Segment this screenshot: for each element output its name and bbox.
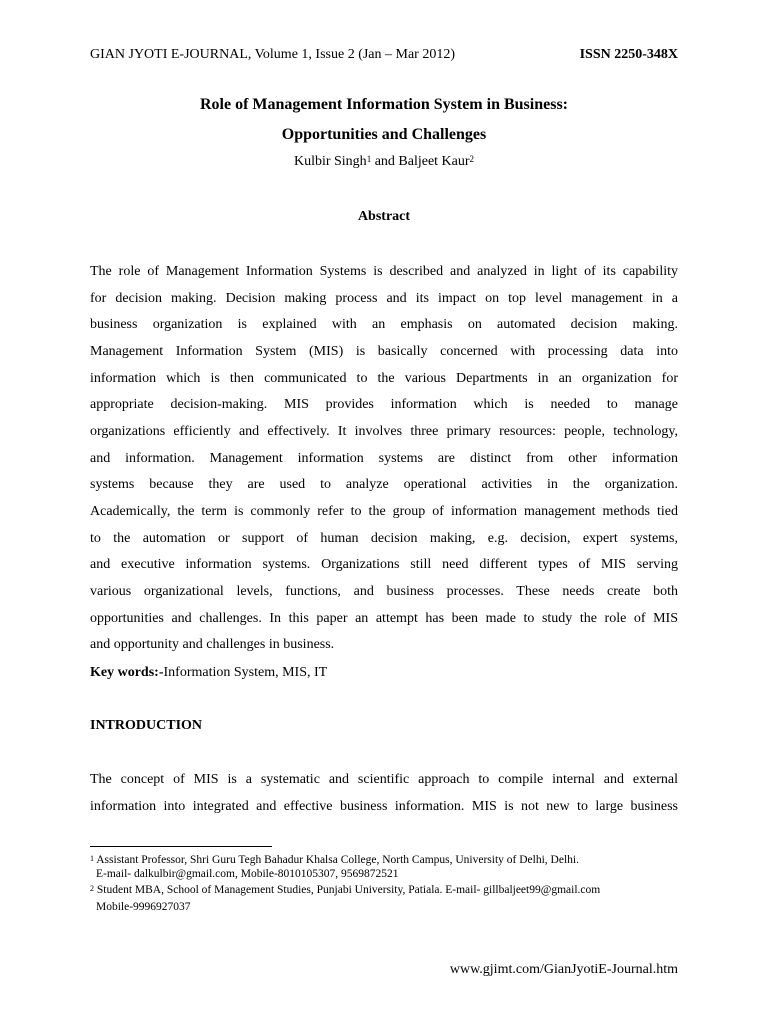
paper-title-line-1: Role of Management Information System in Business: — [200, 96, 568, 113]
keywords-value: Information System, MIS, IT — [163, 665, 328, 680]
footnote-2-contact: Mobile-9996927037 — [96, 901, 191, 913]
footnote-1 — [90, 853, 690, 867]
abstract-line: Academically, the term is commonly refer to the group of information management methods tied — [90, 504, 678, 519]
abstract-line: to the automation or support of human decision making, e.g. decision, expert systems, — [90, 531, 678, 546]
abstract-line: various organizational levels, functions, and business processes. These needs create both — [90, 584, 678, 599]
abstract-line: and opportunity and challenges in business. — [90, 637, 335, 652]
abstract-line: The role of Management Information Systems is described and analyzed in light of its capability — [90, 264, 678, 279]
keywords-line — [90, 664, 678, 682]
footnote-2-text: Student MBA, School of Management Studies, Punjabi University, Patiala. E-mail- gillbaljeet99@gmail.com — [94, 884, 601, 896]
author-1-name: Kulbir Singh — [293, 154, 367, 169]
abstract-line: business organization is explained with an emphasis on automated decision making. — [90, 317, 678, 332]
introduction-line: The concept of MIS is a systematic and scientific approach to compile internal and external — [90, 772, 678, 787]
introduction-heading: INTRODUCTION — [90, 718, 203, 733]
author-line — [60, 153, 708, 171]
keywords-label: Key words:- — [90, 665, 164, 680]
abstract-line: organizations efficiently and effectively. It involves three primary resources: people, technology, — [90, 424, 678, 439]
footnote-separator — [90, 846, 272, 847]
footnote-2-mark: 2 — [90, 884, 94, 893]
footnote-1-mark: 1 — [90, 854, 94, 863]
footnote-1-contact: E-mail- dalkulbir@gmail.com, Mobile-8010105307, 9569872521 — [96, 868, 399, 880]
paper-title-line-2: Opportunities and Challenges — [281, 126, 487, 143]
abstract-line: for decision making. Decision making process and its impact on top level management in a — [90, 291, 678, 306]
abstract-line: information which is then communicated to the various Departments in an organization for — [90, 371, 678, 386]
abstract-line: Management Information System (MIS) is basically concerned with processing data into — [90, 344, 678, 359]
abstract-line: systems because they are used to analyze operational activities in the organization. — [90, 477, 678, 492]
footnote-1-text: Assistant Professor, Shri Guru Tegh Bahadur Khalsa College, North Campus, University of Delhi, Delhi. — [94, 854, 579, 866]
author-1-footnote-mark: 1 — [366, 154, 372, 164]
author-2-name: Baljeet Kaur — [398, 154, 470, 169]
issn-number: ISSN 2250-348X — [579, 47, 678, 62]
author-conjunction: and — [371, 154, 399, 169]
abstract-line: and executive information systems. Organizations still need different types of MIS serving — [90, 557, 678, 572]
author-2-footnote-mark: 2 — [469, 154, 475, 164]
abstract-heading: Abstract — [357, 209, 411, 224]
journal-citation: GIAN JYOTI E-JOURNAL, Volume 1, Issue 2 (Jan – Mar 2012) — [90, 47, 455, 62]
footnote-2 — [90, 883, 690, 897]
journal-url: www.gjimt.com/GianJyotiE-Journal.htm — [449, 962, 678, 977]
introduction-line: information into integrated and effective business information. MIS is not new to large business — [90, 799, 678, 814]
abstract-line: opportunities and challenges. In this paper an attempt has been made to study the role of MIS — [90, 611, 678, 626]
abstract-line: appropriate decision-making. MIS provides information which is needed to manage — [90, 397, 678, 412]
abstract-line: and information. Management information systems are distinct from other information — [90, 451, 678, 466]
